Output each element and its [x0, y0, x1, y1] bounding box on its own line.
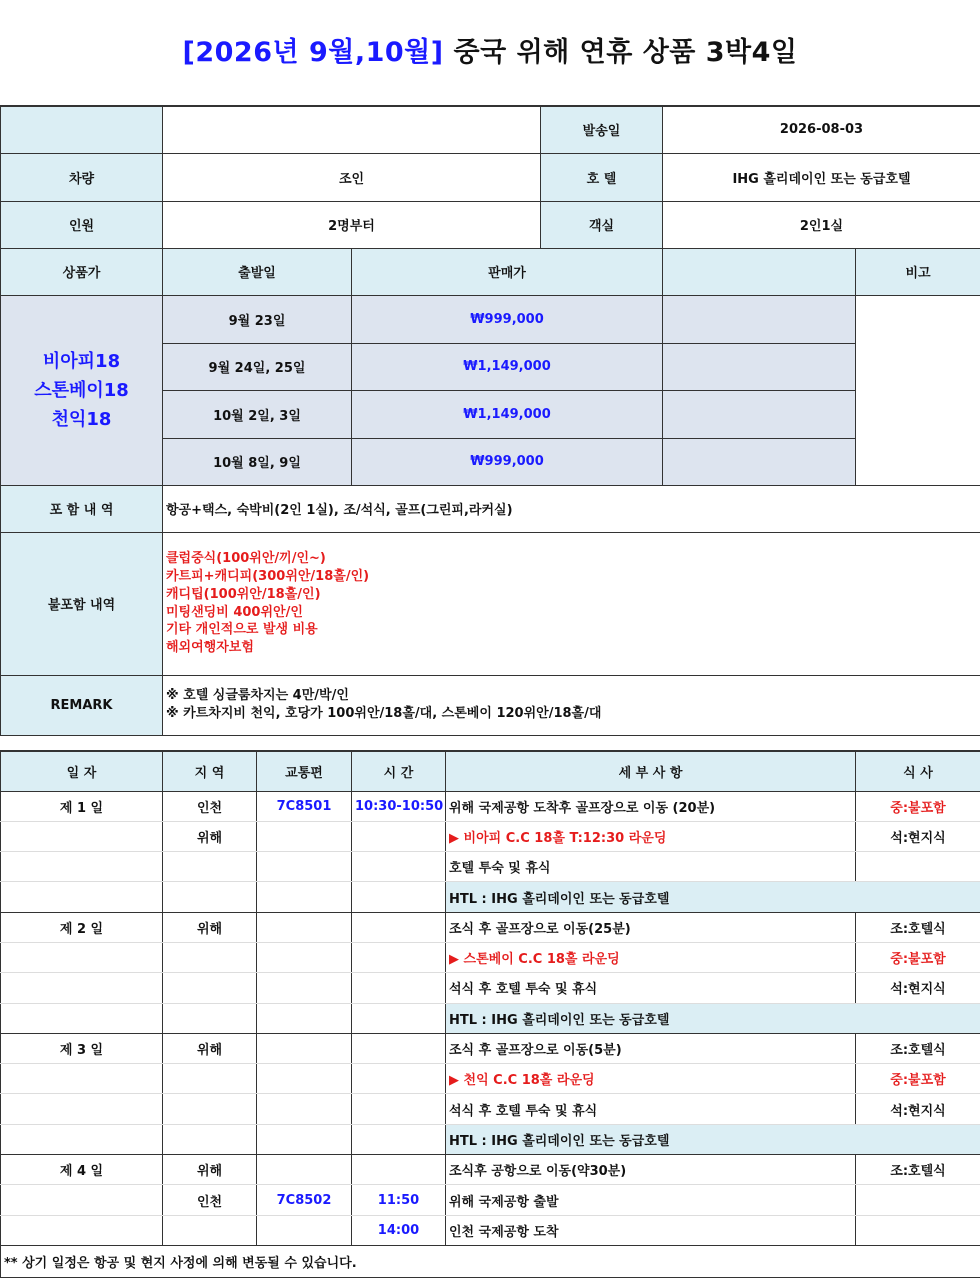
sale-price: ₩999,000 [352, 295, 663, 343]
schedule-region [163, 882, 257, 912]
depart-date: 10월 2일, 3일 [163, 390, 352, 438]
schedule-meal: 조:호텔식 [856, 1033, 980, 1063]
course-list [1, 295, 163, 485]
remark-line: ※ 호텔 싱글룸차지는 4만/박/인 [166, 688, 349, 703]
schedule-detail: ▶ 스톤베이 C.C 18홀 라운딩 [446, 942, 856, 972]
depart-date: 9월 23일 [163, 295, 352, 343]
table-row [1, 912, 980, 942]
schedule-hotel: HTL : IHG 홀리데이인 또는 동급호텔 [446, 1124, 980, 1154]
schedule-meal [856, 1215, 980, 1245]
exclude-item: 미팅샌딩비 400위안/인 [166, 604, 303, 620]
schedule-day: 제 3 일 [1, 1033, 163, 1063]
people-value: 2명부터 [163, 201, 541, 248]
people-label: 인원 [1, 201, 163, 248]
room-value: 2인1실 [663, 201, 980, 248]
schedule-region: 위해 [163, 1155, 257, 1185]
itinerary-table [0, 750, 980, 1278]
schedule-meal: 석:현지식 [856, 973, 980, 1003]
schedule-flight [257, 1155, 352, 1185]
schedule-day [1, 852, 163, 882]
schedule-time [352, 882, 446, 912]
depart-date: 9월 24일, 25일 [163, 343, 352, 390]
table-row [1, 1033, 980, 1063]
flight-header: 교통편 [257, 751, 352, 791]
schedule-time [352, 852, 446, 882]
table-row [1, 821, 980, 851]
schedule-meal [856, 852, 980, 882]
schedule-day [1, 1215, 163, 1245]
sale-price: ₩1,149,000 [352, 343, 663, 390]
table-row [1, 882, 980, 912]
schedule-meal [856, 1185, 980, 1215]
table-row [1, 1003, 980, 1033]
depart-date: 10월 8일, 9일 [163, 438, 352, 485]
schedule-detail: 조식후 공항으로 이동(약30분) [446, 1155, 856, 1185]
send-date-value: 2026-08-03 [663, 106, 980, 153]
blank-cell [663, 343, 856, 390]
schedule-time: 14:00 [352, 1215, 446, 1245]
schedule-flight [257, 1033, 352, 1063]
schedule-flight [257, 942, 352, 972]
schedule-day: 제 2 일 [1, 912, 163, 942]
blank-header-cell [1, 106, 163, 153]
schedule-region: 인천 [163, 791, 257, 821]
table-row [1, 942, 980, 972]
exclude-item: 기타 개인적으로 발생 비용 [166, 622, 318, 638]
title-main: 중국 위해 연휴 상품 3박4일 [453, 37, 798, 68]
schedule-meal: 중:불포함 [856, 942, 980, 972]
footnote: ** 상기 일정은 항공 및 현지 사정에 의해 변동될 수 있습니다. [1, 1245, 980, 1277]
meal-header: 식 사 [856, 751, 980, 791]
table-row [1, 791, 980, 821]
schedule-region [163, 1094, 257, 1124]
title-prefix: [2026년 9월,10월] [182, 37, 444, 68]
exclude-item: 클럽중식(100위안/끼/인~) [166, 551, 326, 567]
schedule-flight [257, 821, 352, 851]
schedule-time [352, 942, 446, 972]
sale-price-header: 판매가 [352, 248, 663, 295]
schedule-detail: 조식 후 골프장으로 이동(5분) [446, 1033, 856, 1063]
table-row [1, 1185, 980, 1215]
schedule-time: 10:30-10:50 [352, 791, 446, 821]
schedule-flight [257, 1003, 352, 1033]
table-row [1, 1094, 980, 1124]
note-header: 비고 [856, 248, 980, 295]
note-cell [856, 295, 980, 485]
schedule-time [352, 1094, 446, 1124]
schedule-hotel: HTL : IHG 홀리데이인 또는 동급호텔 [446, 882, 980, 912]
schedule-day: 제 1 일 [1, 791, 163, 821]
schedule-day [1, 1185, 163, 1215]
schedule-flight: 7C8501 [257, 791, 352, 821]
schedule-hotel: HTL : IHG 홀리데이인 또는 동급호텔 [446, 1003, 980, 1033]
schedule-detail: ▶ 비아피 C.C 18홀 T:12:30 라운딩 [446, 821, 856, 851]
schedule-region [163, 973, 257, 1003]
exclude-list [163, 532, 980, 675]
schedule-day [1, 1003, 163, 1033]
schedule-region: 인천 [163, 1185, 257, 1215]
sale-price: ₩1,149,000 [352, 390, 663, 438]
schedule-flight [257, 1064, 352, 1094]
schedule-time [352, 1155, 446, 1185]
schedule-time [352, 973, 446, 1003]
schedule-flight: 7C8502 [257, 1185, 352, 1215]
table-row [1, 973, 980, 1003]
vehicle-label: 차량 [1, 153, 163, 201]
page-title [0, 30, 980, 69]
schedule-region [163, 1124, 257, 1154]
blank-header-cell [663, 248, 856, 295]
exclude-item: 캐디팁(100위안/18홀/인) [166, 586, 321, 602]
schedule-flight [257, 1094, 352, 1124]
table-row [1, 1124, 980, 1154]
schedule-flight [257, 973, 352, 1003]
room-label: 객실 [541, 201, 663, 248]
schedule-meal: 중:불포함 [856, 791, 980, 821]
remark-list [163, 675, 980, 735]
send-date-label: 발송일 [541, 106, 663, 153]
include-text: 항공+택스, 숙박비(2인 1실), 조/석식, 골프(그린피,라커실) [163, 485, 980, 532]
depart-date-header: 출발일 [163, 248, 352, 295]
hotel-value: IHG 홀리데이인 또는 동급호텔 [663, 153, 980, 201]
vehicle-value: 조인 [163, 153, 541, 201]
schedule-time [352, 1124, 446, 1154]
schedule-day [1, 942, 163, 972]
schedule-day [1, 821, 163, 851]
table-row [1, 1064, 980, 1094]
schedule-region: 위해 [163, 821, 257, 851]
schedule-flight [257, 1215, 352, 1245]
hotel-label: 호 텔 [541, 153, 663, 201]
day-header: 일 자 [1, 751, 163, 791]
schedule-day [1, 882, 163, 912]
schedule-detail: 위해 국제공항 도착후 골프장으로 이동 (20분) [446, 791, 856, 821]
schedule-flight [257, 1124, 352, 1154]
schedule-time [352, 1064, 446, 1094]
schedule-day [1, 1094, 163, 1124]
blank-cell [663, 438, 856, 485]
course-name: 천익18 [51, 408, 112, 430]
schedule-detail: 석식 후 호텔 투숙 및 휴식 [446, 973, 856, 1003]
sale-price: ₩999,000 [352, 438, 663, 485]
schedule-flight [257, 912, 352, 942]
schedule-meal: 석:현지식 [856, 821, 980, 851]
schedule-time [352, 1003, 446, 1033]
course-name: 비아피18 [42, 350, 121, 372]
schedule-detail: 조식 후 골프장으로 이동(25분) [446, 912, 856, 942]
schedule-time: 11:50 [352, 1185, 446, 1215]
detail-header: 세 부 사 항 [446, 751, 856, 791]
schedule-region [163, 1064, 257, 1094]
blank-cell [163, 106, 541, 153]
schedule-meal: 중:불포함 [856, 1064, 980, 1094]
schedule-day [1, 1124, 163, 1154]
schedule-meal: 석:현지식 [856, 1094, 980, 1124]
schedule-detail: ▶ 천익 C.C 18홀 라운딩 [446, 1064, 856, 1094]
blank-cell [663, 295, 856, 343]
schedule-region [163, 942, 257, 972]
schedule-day [1, 1064, 163, 1094]
schedule-day [1, 973, 163, 1003]
product-info-table [0, 105, 980, 736]
schedule-region [163, 852, 257, 882]
product-price-label: 상품가 [1, 248, 163, 295]
schedule-region: 위해 [163, 912, 257, 942]
remark-label: REMARK [1, 675, 163, 735]
exclude-item: 카트피+캐디피(300위안/18홀/인) [166, 568, 370, 584]
schedule-detail: 인천 국제공항 도착 [446, 1215, 856, 1245]
schedule-region: 위해 [163, 1033, 257, 1063]
table-row [1, 852, 980, 882]
schedule-meal: 조:호텔식 [856, 912, 980, 942]
schedule-region [163, 1003, 257, 1033]
itinerary-body [1, 791, 980, 1245]
schedule-flight [257, 852, 352, 882]
table-row [1, 1215, 980, 1245]
schedule-region [163, 1215, 257, 1245]
blank-cell [663, 390, 856, 438]
schedule-time [352, 821, 446, 851]
exclude-item: 해외여행자보험 [166, 640, 254, 656]
schedule-time [352, 1033, 446, 1063]
schedule-meal: 조:호텔식 [856, 1155, 980, 1185]
remark-line: ※ 카트차지비 천익, 호당가 100위안/18홀/대, 스톤베이 120위안/18홀/대 [166, 706, 602, 721]
region-header: 지 역 [163, 751, 257, 791]
schedule-detail: 석식 후 호텔 투숙 및 휴식 [446, 1094, 856, 1124]
time-header: 시 간 [352, 751, 446, 791]
schedule-flight [257, 882, 352, 912]
table-row [1, 1155, 980, 1185]
schedule-detail: 위해 국제공항 출발 [446, 1185, 856, 1215]
include-label: 포 함 내 역 [1, 485, 163, 532]
exclude-label: 불포함 내역 [1, 532, 163, 675]
schedule-detail: 호텔 투숙 및 휴식 [446, 852, 856, 882]
course-name: 스톤베이18 [34, 379, 129, 401]
schedule-time [352, 912, 446, 942]
schedule-day: 제 4 일 [1, 1155, 163, 1185]
